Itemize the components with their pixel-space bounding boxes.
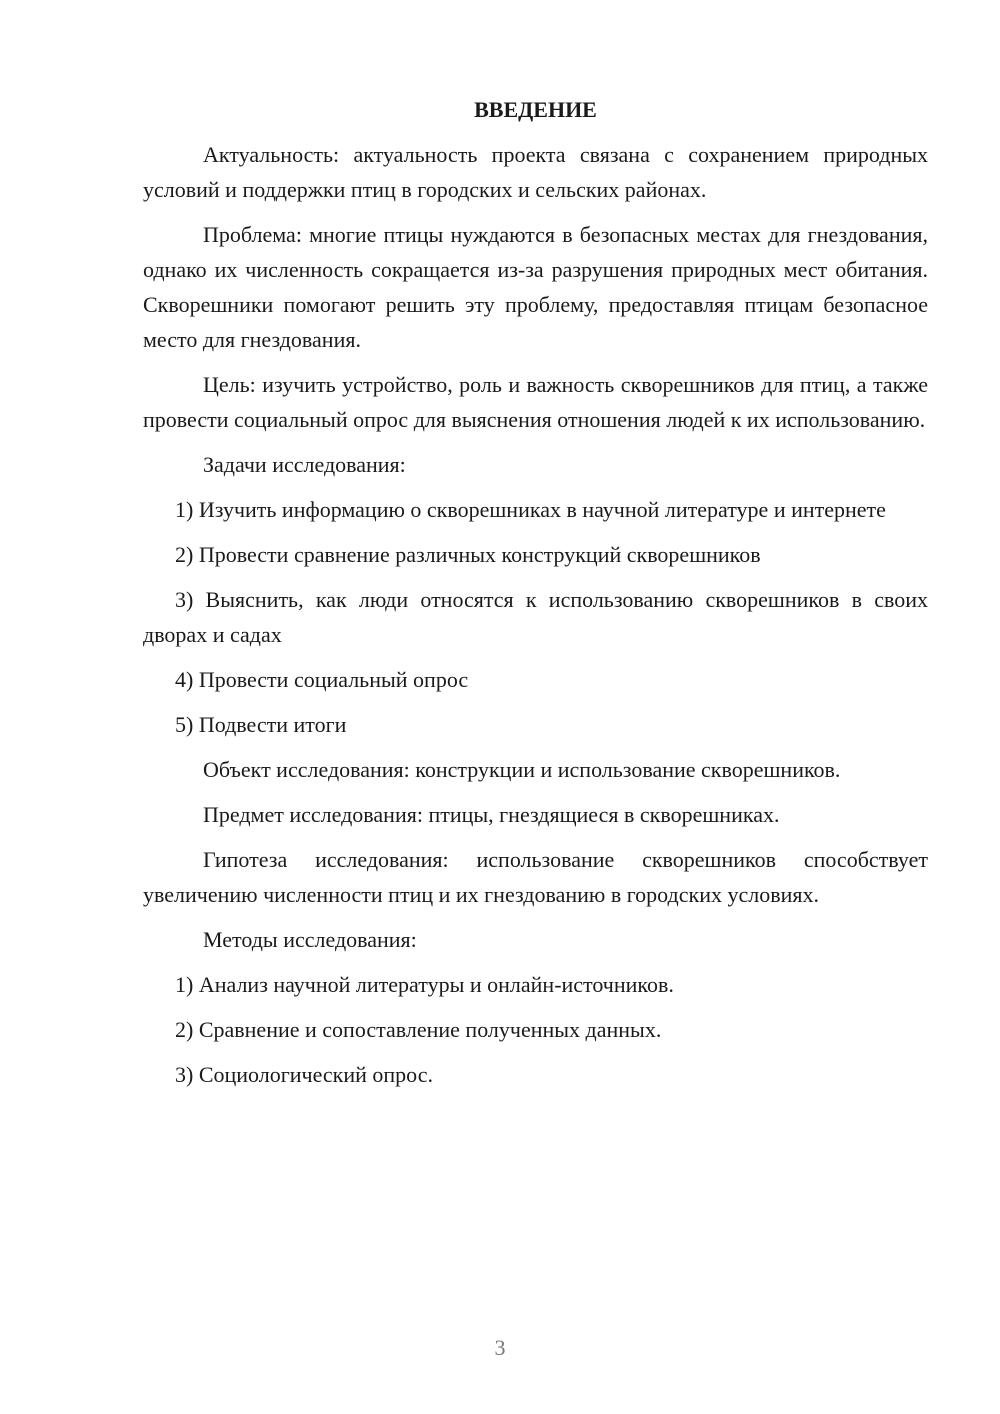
page-content xyxy=(143,92,928,1102)
task-item: 3) Выяснить, как люди относятся к использованию скворешников в своих дворах и садах xyxy=(143,587,928,647)
relevance-paragraph: Актуальность: актуальность проекта связана с сохранением природных условий и поддержки птиц в городских и сельских районах. xyxy=(143,142,928,202)
method-item: 2) Сравнение и сопоставление полученных данных. xyxy=(175,1017,662,1042)
hypothesis-paragraph: Гипотеза исследования: использование скворешников способствует увеличению численности птиц и их гнездованию в городских условиях. xyxy=(143,847,928,907)
subject-paragraph: Предмет исследования: птицы, гнездящиеся в скворешниках. xyxy=(203,802,780,827)
object-paragraph: Объект исследования: конструкции и использование скворешников. xyxy=(203,757,841,782)
section-title: ВВЕДЕНИЕ xyxy=(474,97,597,122)
method-item: 1) Анализ научной литературы и онлайн-источников. xyxy=(175,972,674,997)
method-item: 3) Социологический опрос. xyxy=(175,1062,433,1087)
task-item: 1) Изучить информацию о скворешниках в научной литературе и интернете xyxy=(175,497,886,522)
task-item: 5) Подвести итоги xyxy=(175,712,347,737)
methods-heading: Методы исследования: xyxy=(203,927,417,952)
tasks-heading: Задачи исследования: xyxy=(203,452,406,477)
page-number: 3 xyxy=(494,1335,506,1360)
problem-paragraph: Проблема: многие птицы нуждаются в безопасных местах для гнездования, однако их численность сокращается из-за разрушения природных мест обитания. Скворешники помогают решить эту проблему, предоставляя птицам безопасное место для гнездования. xyxy=(143,222,928,352)
goal-paragraph: Цель: изучить устройство, роль и важность скворешников для птиц, а также провести социальный опрос для выяснения отношения людей к их использованию. xyxy=(143,372,928,432)
task-item: 4) Провести социальный опрос xyxy=(175,667,469,692)
task-item: 2) Провести сравнение различных конструкций скворешников xyxy=(175,542,761,567)
